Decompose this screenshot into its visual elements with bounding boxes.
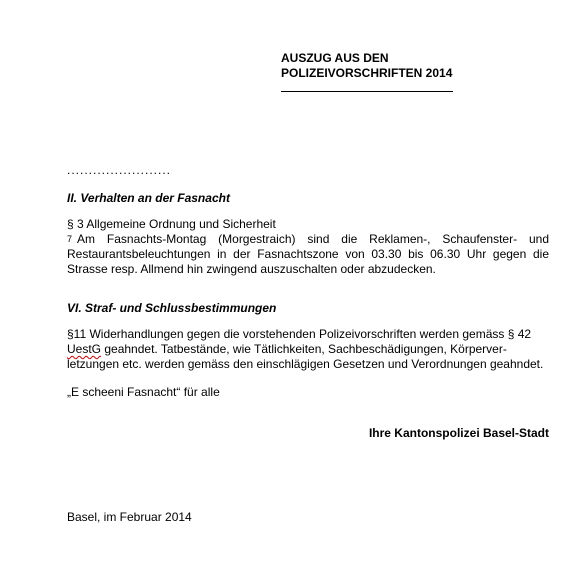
section-heading-straf: VI. Straf- und Schlussbestimmungen (67, 301, 277, 315)
paragraph-section-11-start: §11 Widerhandlungen gegen die vorstehenden Polizeivorschriften werden gemäss § 42 (67, 327, 532, 341)
document-header (281, 51, 453, 92)
signature: Ihre Kantonspolizei Basel-Stadt (368, 426, 549, 440)
header-line-1: AUSZUG AUS DEN (281, 51, 389, 65)
section-heading-fasnacht: II. Verhalten an der Fasnacht (67, 191, 230, 205)
uestg-abbreviation: UestG (67, 342, 102, 356)
paragraph-section-3-text: Am Fasnachts-Montag (Morgestraich) sind die Reklamen-, Schaufenster- und Restaurantsbeleuchtungen in der Fasnachtszone von 03.30 bis 06.30 Uhr gegen die Strasse resp. Allmend hin zwingend auszuschalten oder abzudecken. (67, 232, 549, 276)
paragraph-number: 7 (67, 234, 73, 244)
paragraph-section-3 (67, 232, 549, 277)
greeting-line: „E scheeni Fasnacht“ für alle (67, 385, 220, 399)
paragraph-title-section-3: § 3 Allgemeine Ordnung und Sicherheit (67, 217, 276, 231)
header-line-2: POLIZEIVORSCHRIFTEN 2014 (281, 66, 453, 80)
dotted-separator: ........................ (67, 163, 172, 177)
place-date: Basel, im Februar 2014 (67, 510, 192, 524)
paragraph-section-11-rest: geahndet. Tatbestände, wie Tätlichkeiten, Sachbeschädigungen, Körperver-letzungen etc. werden gemäss den einschlägigen Gesetzen und Verordnungen geahndet. (67, 342, 544, 371)
paragraph-section-11 (67, 327, 553, 372)
